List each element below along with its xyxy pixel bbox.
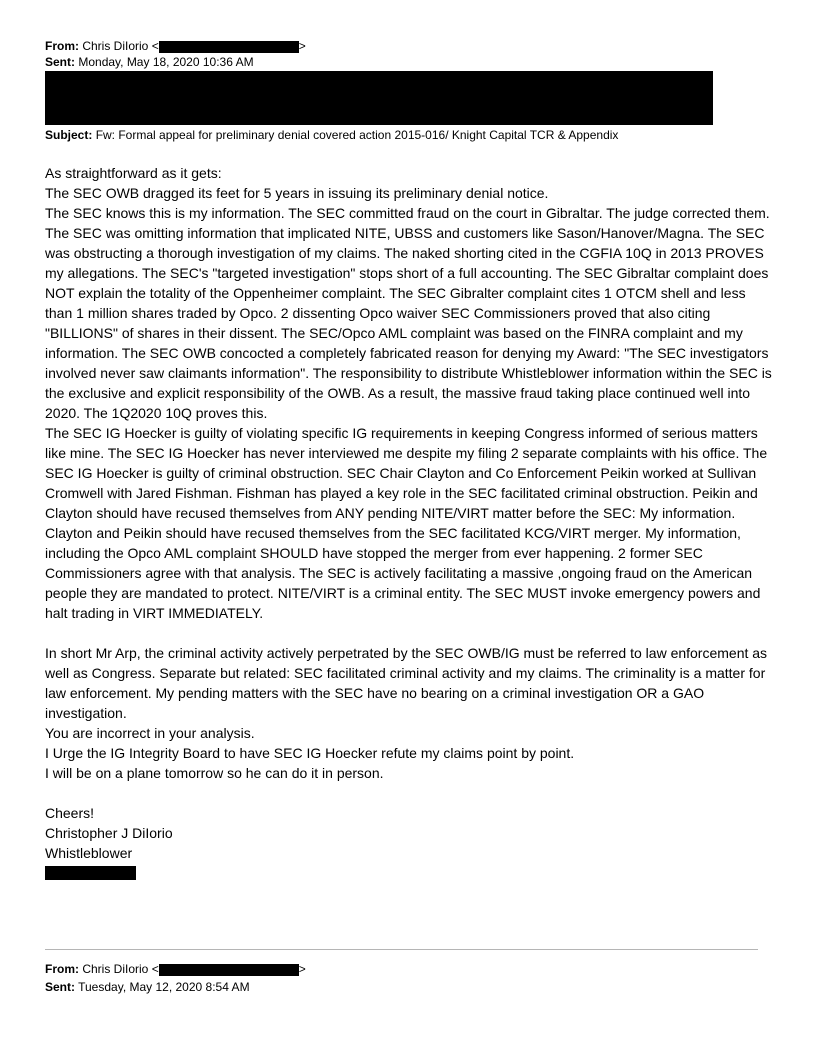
from-close: >	[298, 962, 306, 976]
email-subject-line	[45, 127, 618, 143]
body-paragraph-3: The SEC IG Hoecker is guilty of violating specific IG requirements in keeping Congress informed of serious matters like mine. The SEC IG Hoecker has never interviewed me despite my filing 2 separate complaints with his office. The SEC IG Hoecker is guilty of criminal obstruction. SEC Chair Clayton and Co Enforcement Peikin worked at Sullivan Cromwell with Jared Fishman. Fishman has played a key role in the SEC facilitated criminal obstruction. Peikin and Clayton should have recused themselves from ANY pending NITE/VIRT matter before the SEC: My information. Clayton and Peikin should have recused themselves from the SEC facilitated KCG/VIRT merger. My information, including the Opco AML complaint SHOULD have stopped the merger from ever happening. 2 former SEC Commissioners agree with that analysis. The SEC is actively facilitating a massive ,ongoing fraud on the American people they are mandated to protect. NITE/VIRT is a criminal entity. The SEC MUST invoke emergency powers and halt trading in VIRT IMMEDIATELY.	[45, 425, 768, 621]
body-paragraph-1: The SEC OWB dragged its feet for 5 years in issuing its preliminary denial notice.	[45, 185, 549, 201]
body-line-incorrect: You are incorrect in your analysis.	[45, 725, 255, 741]
email2-sent-line	[45, 979, 250, 995]
subject-label: Subject:	[45, 128, 93, 142]
from-label: From:	[45, 962, 79, 976]
spacer	[45, 783, 775, 803]
redacted-signature-contact	[45, 866, 136, 880]
subject-value: Fw: Formal appeal for preliminary denial covered action 2015-016/ Knight Capital TCR & Appendix	[95, 128, 619, 142]
from-name: Chris DiIorio <	[82, 39, 159, 53]
body-paragraph-2: The SEC knows this is my information. The SEC committed fraud on the court in Gibraltar. The judge corrected them. The SEC was omitting information that implicated NITE, UBSS and customers like Sason/Hanover/Magna. The SEC was obstructing a thorough investigation of my claims. The naked shorting cited in the CGFIA 10Q in 2013 PROVES my allegations. The SEC's "targeted investigation" stops short of a full accounting. The SEC Gibraltar complaint does NOT explain the totality of the Oppenheimer complaint. The SEC Gibralter complaint cites 1 OTCM shell and less than 1 million shares traded by Opco. 2 dissenting Opco waiver SEC Commissioners proved that also citing "BILLIONS" of shares in their dissent. The SEC/Opco AML complaint was based on the FINRA complaint and my information. The SEC OWB concocted a completely fabricated reason for denying my Award: "The SEC investigators involved never saw claimants information". The responsibility to distribute Whistleblower information within the SEC is the exclusive and explicit responsibility of the OWB. As a result, the massive fraud taking place continued well into 2020. The 1Q2020 10Q proves this.	[45, 205, 772, 421]
spacer	[45, 623, 775, 643]
sent-label: Sent:	[45, 55, 75, 69]
redacted-email	[159, 41, 299, 53]
redacted-email	[159, 964, 299, 976]
email2-from-line	[45, 961, 306, 977]
redacted-recipients-block	[45, 71, 713, 125]
from-close: >	[298, 39, 306, 53]
body-paragraph-4: In short Mr Arp, the criminal activity actively perpetrated by the SEC OWB/IG must be referred to law enforcement as well as Congress. Separate but related: SEC facilitated criminal activity and my claims. The criminality is a matter for law enforcement. My pending matters with the SEC have no bearing on a criminal investigation OR a GAO investigation.	[45, 645, 768, 721]
from-label: From:	[45, 39, 79, 53]
sent-value: Monday, May 18, 2020 10:36 AM	[78, 55, 254, 69]
body-line-urge: I Urge the IG Integrity Board to have SEC IG Hoecker refute my claims point by point.	[45, 745, 575, 761]
email-from-line	[45, 38, 306, 54]
message-separator	[45, 949, 758, 950]
email-sent-line	[45, 54, 254, 70]
body-line-plane: I will be on a plane tomorrow so he can do it in person.	[45, 765, 384, 781]
from-name: Chris DiIorio <	[82, 962, 159, 976]
email-body	[45, 163, 775, 863]
body-intro: As straightforward as it gets:	[45, 165, 222, 181]
sent-value: Tuesday, May 12, 2020 8:54 AM	[78, 980, 250, 994]
sent-label: Sent:	[45, 980, 75, 994]
signature-title: Whistleblower	[45, 845, 133, 861]
signoff: Cheers!	[45, 805, 95, 821]
signature-name: Christopher J DiIorio	[45, 825, 173, 841]
